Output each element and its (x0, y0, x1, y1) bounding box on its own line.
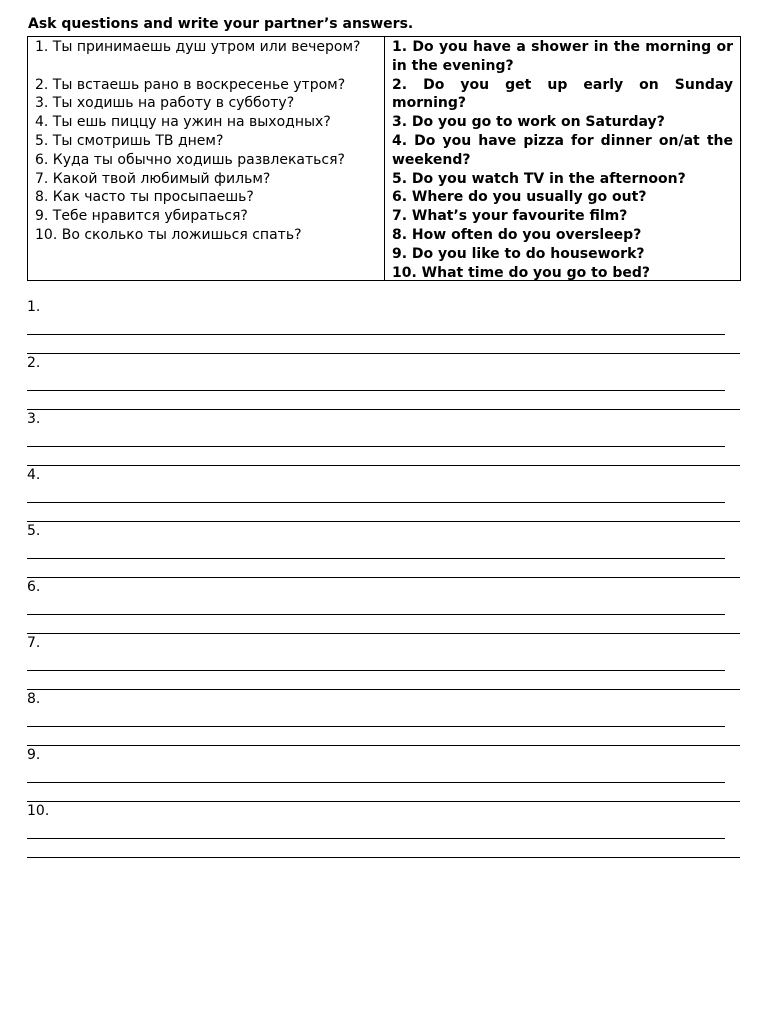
answer-block (27, 354, 741, 410)
answer-number: 3. (27, 411, 41, 427)
answer-block (27, 690, 741, 746)
answer-block (27, 578, 741, 634)
answer-line[interactable] (27, 782, 725, 783)
answer-block (27, 802, 741, 858)
english-questions-column (385, 37, 740, 280)
answer-number: 8. (27, 691, 41, 707)
question-ru: 4. Ты ешь пиццу на ужин на выходных? (35, 114, 331, 131)
answer-line[interactable] (27, 670, 725, 671)
answer-block (27, 298, 741, 354)
answer-line[interactable] (27, 614, 725, 615)
answer-line[interactable] (27, 502, 725, 503)
question-ru: 9. Тебе нравится убираться? (35, 208, 248, 225)
answer-block (27, 634, 741, 690)
question-en: 6. Where do you usually go out? (392, 189, 647, 206)
answer-line[interactable] (27, 857, 740, 858)
question-en: 10. What time do you go to bed? (392, 264, 651, 281)
question-en: 8. How often do you oversleep? (392, 226, 642, 243)
question-ru: 5. Ты смотришь ТВ днем? (35, 132, 224, 149)
answer-block (27, 746, 741, 802)
question-en: 4. Do you have pizza for dinner on/at the weekend? (392, 132, 733, 168)
question-en: 5. Do you watch TV in the afternoon? (392, 170, 686, 187)
question-en: 7. What’s your favourite film? (392, 208, 628, 225)
question-ru: 6. Куда ты обычно ходишь развлекаться? (35, 151, 345, 168)
question-ru: 2. Ты встаешь рано в воскресенье утром? (35, 76, 346, 93)
answer-block (27, 522, 741, 578)
answer-number: 7. (27, 635, 41, 651)
question-ru: 10. Во сколько ты ложишься спать? (35, 226, 302, 243)
worksheet-title: Ask questions and write your partner’s answers. (28, 16, 414, 32)
answer-line[interactable] (27, 726, 725, 727)
question-en: 9. Do you like to do housework? (392, 245, 645, 262)
question-en: 3. Do you go to work on Saturday? (392, 114, 665, 131)
answer-number: 6. (27, 579, 41, 595)
answer-number: 2. (27, 355, 41, 371)
answer-line[interactable] (27, 558, 725, 559)
answer-line[interactable] (27, 446, 725, 447)
answer-line[interactable] (27, 838, 725, 839)
answer-number: 9. (27, 747, 41, 763)
answer-number: 1. (27, 299, 41, 315)
answer-number: 10. (27, 803, 50, 819)
question-ru-spacer (35, 57, 377, 76)
questions-table (27, 36, 741, 281)
russian-questions-column (28, 37, 385, 280)
answer-section (27, 298, 741, 858)
question-ru: 8. Как часто ты просыпаешь? (35, 189, 254, 206)
question-en: 2. Do you get up early on Sunday morning? (392, 76, 733, 112)
question-en: 1. Do you have a shower in the morning or in the evening? (392, 39, 733, 74)
answer-block (27, 410, 741, 466)
question-ru: 3. Ты ходишь на работу в субботу? (35, 95, 295, 112)
answer-block (27, 466, 741, 522)
answer-line[interactable] (27, 334, 725, 335)
answer-number: 5. (27, 523, 41, 539)
question-ru: 7. Какой твой любимый фильм? (35, 170, 271, 187)
answer-number: 4. (27, 467, 41, 483)
answer-line[interactable] (27, 390, 725, 391)
question-ru: 1. Ты принимаешь душ утром или вечером? (35, 39, 361, 55)
